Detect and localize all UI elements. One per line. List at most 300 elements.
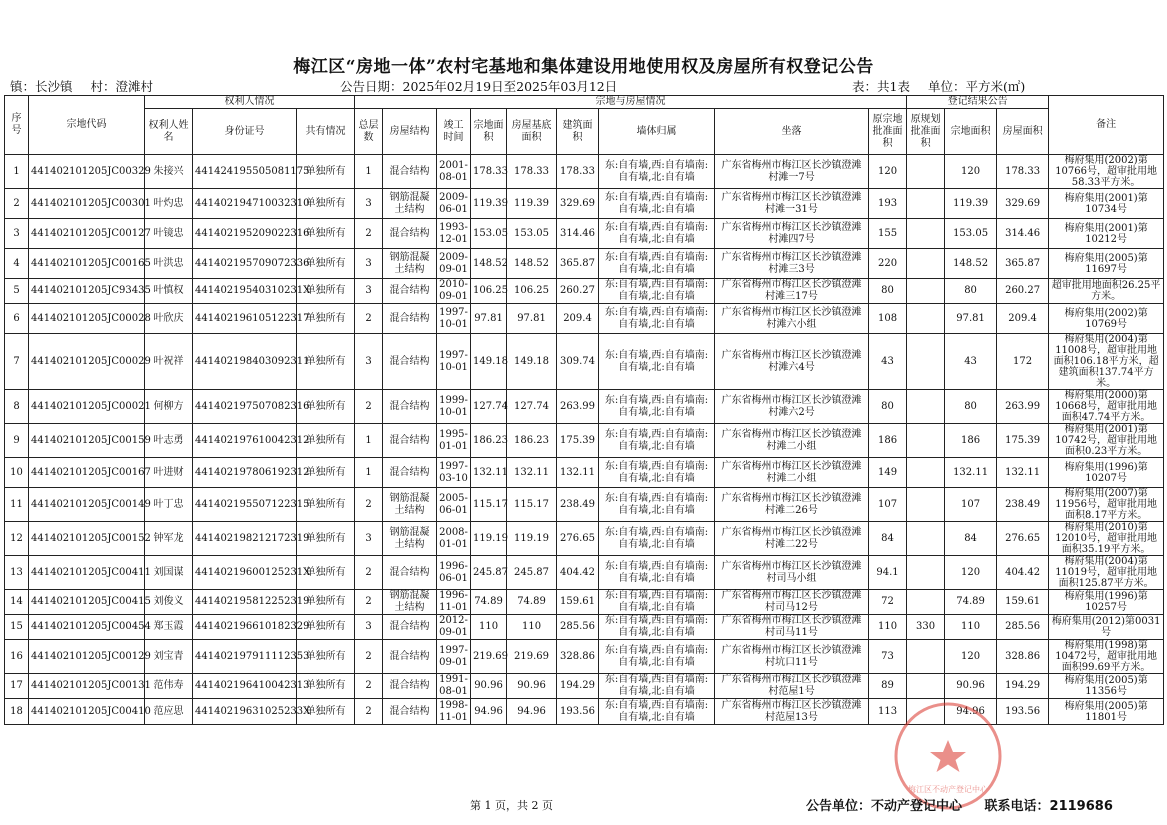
cell-id: 441402195812252319: [193, 590, 297, 615]
cell-seq: 5: [5, 279, 29, 304]
cell-location: 广东省梅州市梅江区长沙镇澄滩村滩一31号: [715, 189, 869, 219]
cell-floors: 3: [355, 615, 383, 640]
cell-walls: 东:自有墙,西:自有墙南:自有墙,北:自有墙: [599, 488, 715, 522]
cell-location: 广东省梅州市梅江区长沙镇澄滩村司马小组: [715, 556, 869, 590]
cell-orig-plan: [907, 458, 945, 488]
cell-name: 范应思: [145, 699, 193, 725]
header-location: 坐落: [715, 109, 869, 155]
cell-location: 广东省梅州市梅江区长沙镇澄滩村坑口11号: [715, 640, 869, 674]
cell-build-area: 285.56: [557, 615, 599, 640]
cell-walls: 东:自有墙,西:自有墙南:自有墙,北:自有墙: [599, 249, 715, 279]
cell-structure: 钢筋混凝土结构: [383, 249, 437, 279]
table-row: [5, 334, 1164, 390]
cell-res-land: 120: [945, 556, 997, 590]
cell-base-area: 119.19: [507, 522, 557, 556]
cell-res-house: 193.56: [997, 699, 1049, 725]
cell-build-area: 178.33: [557, 155, 599, 189]
cell-orig-approved: 186: [869, 424, 907, 458]
cell-code: 441402101205JC00021: [29, 390, 145, 424]
cell-location: 广东省梅州市梅江区长沙镇澄滩村滩二小组: [715, 424, 869, 458]
cell-res-house: 314.46: [997, 219, 1049, 249]
cell-note: 梅府集用(2004)第11019号，超审批用地面积125.87平方米。: [1049, 556, 1164, 590]
cell-orig-plan: [907, 219, 945, 249]
cell-seq: 12: [5, 522, 29, 556]
cell-base-area: 148.52: [507, 249, 557, 279]
cell-walls: 东:自有墙,西:自有墙南:自有墙,北:自有墙: [599, 424, 715, 458]
header-floors: 总层数: [355, 109, 383, 155]
header-completed: 竣工时间: [437, 109, 471, 155]
cell-land-area: 110: [471, 615, 507, 640]
cell-note: 梅府集用(1998)第10472号，超审批用地面积99.69平方米。: [1049, 640, 1164, 674]
cell-completed: 2001-08-01: [437, 155, 471, 189]
cell-floors: 3: [355, 522, 383, 556]
cell-res-land: 119.39: [945, 189, 997, 219]
cell-location: 广东省梅州市梅江区长沙镇澄滩村滩六小组: [715, 304, 869, 334]
cell-completed: 1996-11-01: [437, 590, 471, 615]
table-row: [5, 304, 1164, 334]
cell-note: 梅府集用(2004)第11008号，超审批用地面积106.18平方米，超建筑面积137.74平方米。: [1049, 334, 1164, 390]
cell-location: 广东省梅州市梅江区长沙镇澄滩村滩三3号: [715, 249, 869, 279]
cell-land-area: 94.96: [471, 699, 507, 725]
cell-res-house: 404.42: [997, 556, 1049, 590]
cell-id: 441424195505081175: [193, 155, 297, 189]
registration-table: [4, 95, 1164, 725]
cell-name: 叶祝祥: [145, 334, 193, 390]
cell-completed: 1999-10-01: [437, 390, 471, 424]
cell-share: 单独所有: [297, 556, 355, 590]
cell-orig-approved: 149: [869, 458, 907, 488]
cell-name: 叶进财: [145, 458, 193, 488]
cell-share: 单独所有: [297, 219, 355, 249]
cell-seq: 10: [5, 458, 29, 488]
cell-share: 单独所有: [297, 699, 355, 725]
cell-build-area: 365.87: [557, 249, 599, 279]
cell-res-land: 107: [945, 488, 997, 522]
cell-orig-plan: [907, 424, 945, 458]
cell-code: 441402101205JC00152: [29, 522, 145, 556]
cell-code: 441402101205JC00167: [29, 458, 145, 488]
cell-note: 梅府集用(2001)第10734号: [1049, 189, 1164, 219]
header-note: 备注: [1049, 96, 1164, 155]
cell-share: 单独所有: [297, 522, 355, 556]
cell-res-house: 328.86: [997, 640, 1049, 674]
cell-share: 单独所有: [297, 424, 355, 458]
cell-build-area: 193.56: [557, 699, 599, 725]
cell-orig-plan: [907, 556, 945, 590]
cell-share: 单独所有: [297, 674, 355, 699]
header-orig-plan: 原规划批准面积: [907, 109, 945, 155]
unit-label: 单位：平方米(㎡): [927, 79, 1026, 94]
cell-orig-approved: 110: [869, 615, 907, 640]
cell-res-land: 80: [945, 390, 997, 424]
cell-structure: 混合结构: [383, 155, 437, 189]
header-build-area: 建筑面积: [557, 109, 599, 155]
header-share: 共有情况: [297, 109, 355, 155]
header-res-land: 宗地面积: [945, 109, 997, 155]
cell-orig-approved: 107: [869, 488, 907, 522]
cell-name: 何柳方: [145, 390, 193, 424]
cell-orig-approved: 80: [869, 279, 907, 304]
cell-seq: 7: [5, 334, 29, 390]
cell-name: 钟军龙: [145, 522, 193, 556]
cell-walls: 东:自有墙,西:自有墙南:自有墙,北:自有墙: [599, 640, 715, 674]
cell-orig-approved: 72: [869, 590, 907, 615]
cell-note: 梅府集用(2002)第10766号，超审批用地58.33平方米。: [1049, 155, 1164, 189]
cell-structure: 混合结构: [383, 219, 437, 249]
header-id: 身份证号: [193, 109, 297, 155]
table-info: [852, 77, 1039, 95]
cell-structure: 混合结构: [383, 699, 437, 725]
cell-seq: 18: [5, 699, 29, 725]
cell-build-area: 260.27: [557, 279, 599, 304]
cell-note: 梅府集用(2001)第10212号: [1049, 219, 1164, 249]
cell-structure: 混合结构: [383, 640, 437, 674]
cell-orig-plan: [907, 390, 945, 424]
cell-share: 单独所有: [297, 249, 355, 279]
cell-orig-approved: 120: [869, 155, 907, 189]
cell-res-house: 178.33: [997, 155, 1049, 189]
cell-base-area: 74.89: [507, 590, 557, 615]
cell-name: 叶洪忠: [145, 249, 193, 279]
cell-base-area: 132.11: [507, 458, 557, 488]
cell-name: 叶镜忠: [145, 219, 193, 249]
cell-completed: 1998-11-01: [437, 699, 471, 725]
cell-orig-plan: [907, 640, 945, 674]
cell-seq: 4: [5, 249, 29, 279]
cell-land-area: 149.18: [471, 334, 507, 390]
cell-share: 单独所有: [297, 615, 355, 640]
cell-seq: 15: [5, 615, 29, 640]
cell-land-area: 97.81: [471, 304, 507, 334]
cell-build-area: 404.42: [557, 556, 599, 590]
cell-res-land: 110: [945, 615, 997, 640]
cell-land-area: 219.69: [471, 640, 507, 674]
cell-base-area: 149.18: [507, 334, 557, 390]
cell-share: 单独所有: [297, 640, 355, 674]
cell-land-area: 90.96: [471, 674, 507, 699]
cell-base-area: 106.25: [507, 279, 557, 304]
cell-id: 441402195507122315: [193, 488, 297, 522]
cell-walls: 东:自有墙,西:自有墙南:自有墙,北:自有墙: [599, 522, 715, 556]
table-row: [5, 249, 1164, 279]
cell-walls: 东:自有墙,西:自有墙南:自有墙,北:自有墙: [599, 699, 715, 725]
cell-res-land: 153.05: [945, 219, 997, 249]
table-row: [5, 424, 1164, 458]
cell-code: 441402101205JC00131: [29, 674, 145, 699]
table-row: [5, 155, 1164, 189]
cell-code: 441402101205JC00165: [29, 249, 145, 279]
cell-note: 梅府集用(2005)第11801号: [1049, 699, 1164, 725]
cell-res-house: 263.99: [997, 390, 1049, 424]
cell-completed: 2008-01-01: [437, 522, 471, 556]
cell-orig-plan: [907, 304, 945, 334]
cell-orig-approved: 84: [869, 522, 907, 556]
cell-code: 441402101205JC00149: [29, 488, 145, 522]
footer-contact: [806, 795, 1131, 814]
cell-location: 广东省梅州市梅江区长沙镇澄滩村滩一7号: [715, 155, 869, 189]
cell-code: 441402101205JC00329: [29, 155, 145, 189]
cell-structure: 钢筋混凝土结构: [383, 189, 437, 219]
table-row: [5, 615, 1164, 640]
cell-id: 441402197806192312: [193, 458, 297, 488]
cell-name: 叶欣庆: [145, 304, 193, 334]
cell-orig-plan: [907, 189, 945, 219]
cell-structure: 钢筋混凝土结构: [383, 522, 437, 556]
cell-res-house: 172: [997, 334, 1049, 390]
cell-res-house: 276.65: [997, 522, 1049, 556]
cell-res-land: 132.11: [945, 458, 997, 488]
cell-completed: 1997-03-10: [437, 458, 471, 488]
cell-seq: 16: [5, 640, 29, 674]
cell-id: 441402196610182329: [193, 615, 297, 640]
header-structure: 房屋结构: [383, 109, 437, 155]
table-row: [5, 674, 1164, 699]
cell-base-area: 219.69: [507, 640, 557, 674]
cell-floors: 2: [355, 390, 383, 424]
cell-structure: 混合结构: [383, 556, 437, 590]
cell-location: 广东省梅州市梅江区长沙镇澄滩村滩二小组: [715, 458, 869, 488]
cell-base-area: 115.17: [507, 488, 557, 522]
cell-completed: 2009-06-01: [437, 189, 471, 219]
cell-id: 441402195709072336: [193, 249, 297, 279]
cell-location: 广东省梅州市梅江区长沙镇澄滩村滩六2号: [715, 390, 869, 424]
cell-orig-plan: [907, 279, 945, 304]
table-row: [5, 640, 1164, 674]
cell-structure: 钢筋混凝土结构: [383, 488, 437, 522]
cell-walls: 东:自有墙,西:自有墙南:自有墙,北:自有墙: [599, 615, 715, 640]
cell-note: 梅府集用(2007)第11956号，超审批用地面积8.17平方米。: [1049, 488, 1164, 522]
table-row: [5, 699, 1164, 725]
page-title: 梅江区“房地一体”农村宅基地和集体建设用地使用权及房屋所有权登记公告: [293, 57, 874, 77]
cell-id: 441402197911112353: [193, 640, 297, 674]
cell-orig-plan: [907, 488, 945, 522]
header-base-area: 房屋基底面积: [507, 109, 557, 155]
table-row: [5, 219, 1164, 249]
header-orig-approved: 原宗地批准面积: [869, 109, 907, 155]
cell-id: 441402197610042312: [193, 424, 297, 458]
cell-land-area: 119.39: [471, 189, 507, 219]
cell-seq: 17: [5, 674, 29, 699]
cell-floors: 3: [355, 334, 383, 390]
cell-code: 441402101205JC00454: [29, 615, 145, 640]
cell-name: 叶灼忠: [145, 189, 193, 219]
cell-res-land: 84: [945, 522, 997, 556]
cell-res-house: 285.56: [997, 615, 1049, 640]
cell-floors: 3: [355, 279, 383, 304]
header-res-house: 房屋面积: [997, 109, 1049, 155]
cell-code: 441402101205JC00028: [29, 304, 145, 334]
cell-res-land: 148.52: [945, 249, 997, 279]
publisher-label: 公告单位：不动产登记中心: [806, 799, 963, 814]
cell-completed: 1993-12-01: [437, 219, 471, 249]
cell-land-area: 148.52: [471, 249, 507, 279]
cell-completed: 1991-08-01: [437, 674, 471, 699]
cell-location: 广东省梅州市梅江区长沙镇澄滩村滩二22号: [715, 522, 869, 556]
cell-land-area: 106.25: [471, 279, 507, 304]
cell-build-area: 209.4: [557, 304, 599, 334]
cell-location: 广东省梅州市梅江区长沙镇澄滩村滩六4号: [715, 334, 869, 390]
header-code: 宗地代码: [29, 96, 145, 155]
cell-res-house: 175.39: [997, 424, 1049, 458]
cell-floors: 1: [355, 424, 383, 458]
cell-id: 441402198403092311: [193, 334, 297, 390]
cell-floors: 2: [355, 304, 383, 334]
cell-res-land: 186: [945, 424, 997, 458]
cell-base-area: 94.96: [507, 699, 557, 725]
cell-code: 441402101205JC00301: [29, 189, 145, 219]
header-group-result: 登记结果公告: [907, 96, 1049, 109]
cell-floors: 1: [355, 458, 383, 488]
cell-res-land: 120: [945, 155, 997, 189]
cell-completed: 2009-09-01: [437, 249, 471, 279]
header-land-area: 宗地面积: [471, 109, 507, 155]
cell-res-land: 43: [945, 334, 997, 390]
cell-orig-plan: [907, 155, 945, 189]
cell-name: 叶丁忠: [145, 488, 193, 522]
cell-completed: 2005-06-01: [437, 488, 471, 522]
cell-land-area: 178.33: [471, 155, 507, 189]
cell-base-area: 186.23: [507, 424, 557, 458]
table-row: [5, 189, 1164, 219]
cell-orig-approved: 113: [869, 699, 907, 725]
cell-land-area: 245.87: [471, 556, 507, 590]
cell-name: 叶慎权: [145, 279, 193, 304]
cell-structure: 混合结构: [383, 390, 437, 424]
cell-base-area: 97.81: [507, 304, 557, 334]
cell-res-land: 74.89: [945, 590, 997, 615]
cell-seq: 8: [5, 390, 29, 424]
cell-location: 广东省梅州市梅江区长沙镇澄滩村司马11号: [715, 615, 869, 640]
cell-res-land: 97.81: [945, 304, 997, 334]
cell-id: 44140219631025233X: [193, 699, 297, 725]
phone-label: 联系电话：2119686: [984, 799, 1113, 814]
table-row: [5, 390, 1164, 424]
cell-name: 郑玉霞: [145, 615, 193, 640]
cell-completed: 1996-06-01: [437, 556, 471, 590]
cell-name: 朱接兴: [145, 155, 193, 189]
cell-res-house: 329.69: [997, 189, 1049, 219]
cell-code: 441402101205JC00415: [29, 590, 145, 615]
cell-share: 单独所有: [297, 304, 355, 334]
cell-orig-plan: 330: [907, 615, 945, 640]
cell-floors: 1: [355, 155, 383, 189]
cell-structure: 混合结构: [383, 674, 437, 699]
cell-floors: 2: [355, 219, 383, 249]
cell-build-area: 175.39: [557, 424, 599, 458]
cell-id: 441402196105122317: [193, 304, 297, 334]
cell-share: 单独所有: [297, 590, 355, 615]
cell-floors: 2: [355, 488, 383, 522]
cell-walls: 东:自有墙,西:自有墙南:自有墙,北:自有墙: [599, 390, 715, 424]
table-row: [5, 488, 1164, 522]
cell-build-area: 329.69: [557, 189, 599, 219]
cell-seq: 11: [5, 488, 29, 522]
cell-floors: 2: [355, 674, 383, 699]
cell-note: 梅府集用(2012)第0031号: [1049, 615, 1164, 640]
cell-location: 广东省梅州市梅江区长沙镇澄滩村范屋13号: [715, 699, 869, 725]
cell-walls: 东:自有墙,西:自有墙南:自有墙,北:自有墙: [599, 458, 715, 488]
cell-name: 刘俊义: [145, 590, 193, 615]
cell-orig-plan: [907, 590, 945, 615]
cell-build-area: 263.99: [557, 390, 599, 424]
cell-res-land: 90.96: [945, 674, 997, 699]
cell-code: 441402101205JC93435: [29, 279, 145, 304]
cell-completed: 1997-10-01: [437, 334, 471, 390]
cell-orig-approved: 108: [869, 304, 907, 334]
cell-walls: 东:自有墙,西:自有墙南:自有墙,北:自有墙: [599, 155, 715, 189]
cell-seq: 2: [5, 189, 29, 219]
cell-floors: 3: [355, 249, 383, 279]
cell-walls: 东:自有墙,西:自有墙南:自有墙,北:自有墙: [599, 556, 715, 590]
cell-land-area: 127.74: [471, 390, 507, 424]
cell-code: 441402101205JC00029: [29, 334, 145, 390]
cell-structure: 钢筋混凝土结构: [383, 590, 437, 615]
cell-seq: 9: [5, 424, 29, 458]
header-name: 权利人姓名: [145, 109, 193, 155]
table-row: [5, 590, 1164, 615]
cell-base-area: 178.33: [507, 155, 557, 189]
cell-land-area: 132.11: [471, 458, 507, 488]
cell-id: 441402195209022316: [193, 219, 297, 249]
cell-base-area: 119.39: [507, 189, 557, 219]
cell-share: 单独所有: [297, 155, 355, 189]
cell-orig-plan: [907, 334, 945, 390]
cell-land-area: 74.89: [471, 590, 507, 615]
cell-floors: 2: [355, 640, 383, 674]
cell-land-area: 153.05: [471, 219, 507, 249]
header-seq: 序号: [5, 96, 29, 155]
cell-completed: 1997-10-01: [437, 304, 471, 334]
table-row: [5, 279, 1164, 304]
cell-code: 441402101205JC00410: [29, 699, 145, 725]
cell-seq: 14: [5, 590, 29, 615]
cell-id: 441402198212172319: [193, 522, 297, 556]
cell-orig-plan: [907, 249, 945, 279]
cell-share: 单独所有: [297, 390, 355, 424]
cell-seq: 13: [5, 556, 29, 590]
cell-name: 范伟寿: [145, 674, 193, 699]
cell-land-area: 119.19: [471, 522, 507, 556]
cell-res-house: 159.61: [997, 590, 1049, 615]
cell-orig-approved: 89: [869, 674, 907, 699]
cell-res-house: 132.11: [997, 458, 1049, 488]
cell-walls: 东:自有墙,西:自有墙南:自有墙,北:自有墙: [599, 334, 715, 390]
cell-id: 441402196410042313: [193, 674, 297, 699]
cell-share: 单独所有: [297, 458, 355, 488]
cell-id: 44140219600125231X: [193, 556, 297, 590]
cell-name: 叶志勇: [145, 424, 193, 458]
town-label: 镇：长沙镇: [10, 79, 73, 94]
cell-land-area: 115.17: [471, 488, 507, 522]
seal-text: 梅江区不动产登记中心: [908, 785, 988, 794]
cell-build-area: 132.11: [557, 458, 599, 488]
cell-structure: 混合结构: [383, 615, 437, 640]
cell-base-area: 90.96: [507, 674, 557, 699]
cell-base-area: 127.74: [507, 390, 557, 424]
cell-note: 梅府集用(1996)第10257号: [1049, 590, 1164, 615]
cell-structure: 混合结构: [383, 304, 437, 334]
cell-floors: 2: [355, 590, 383, 615]
cell-res-land: 80: [945, 279, 997, 304]
cell-floors: 3: [355, 189, 383, 219]
cell-completed: 1995-01-01: [437, 424, 471, 458]
cell-code: 441402101205JC00127: [29, 219, 145, 249]
cell-structure: 混合结构: [383, 458, 437, 488]
cell-name: 刘国谋: [145, 556, 193, 590]
cell-walls: 东:自有墙,西:自有墙南:自有墙,北:自有墙: [599, 304, 715, 334]
cell-orig-plan: [907, 699, 945, 725]
cell-note: 梅府集用(2005)第11697号: [1049, 249, 1164, 279]
